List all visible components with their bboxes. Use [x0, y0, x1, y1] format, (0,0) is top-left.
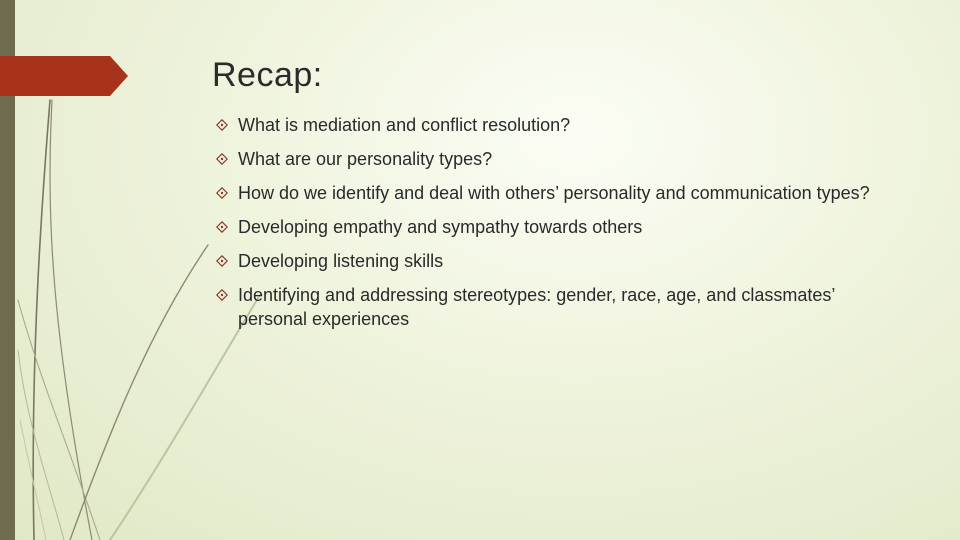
diamond-dot-icon	[216, 153, 228, 165]
diamond-dot-icon	[216, 289, 228, 301]
list-item	[216, 147, 896, 171]
list-item-text: Developing listening skills	[238, 251, 444, 271]
list-item	[216, 283, 896, 331]
list-item-text: What is mediation and conflict resolution?	[238, 115, 571, 135]
slide-title: Recap:	[212, 56, 323, 94]
bullet-list	[216, 113, 896, 341]
list-item	[216, 113, 896, 137]
list-item-text: What are our personality types?	[238, 149, 493, 169]
diamond-dot-icon	[216, 119, 228, 131]
list-item-text: Identifying and addressing stereotypes: gender, race, age, and classmates’ personal experiences	[238, 285, 835, 329]
list-item-text: Developing empathy and sympathy towards others	[238, 217, 643, 237]
list-item-text: How do we identify and deal with others’ personality and communication types?	[238, 183, 870, 203]
list-item	[216, 215, 896, 239]
list-item	[216, 181, 896, 205]
title-accent-tab	[0, 56, 128, 96]
diamond-dot-icon	[216, 255, 228, 267]
diamond-dot-icon	[216, 221, 228, 233]
list-item	[216, 249, 896, 273]
diamond-dot-icon	[216, 187, 228, 199]
